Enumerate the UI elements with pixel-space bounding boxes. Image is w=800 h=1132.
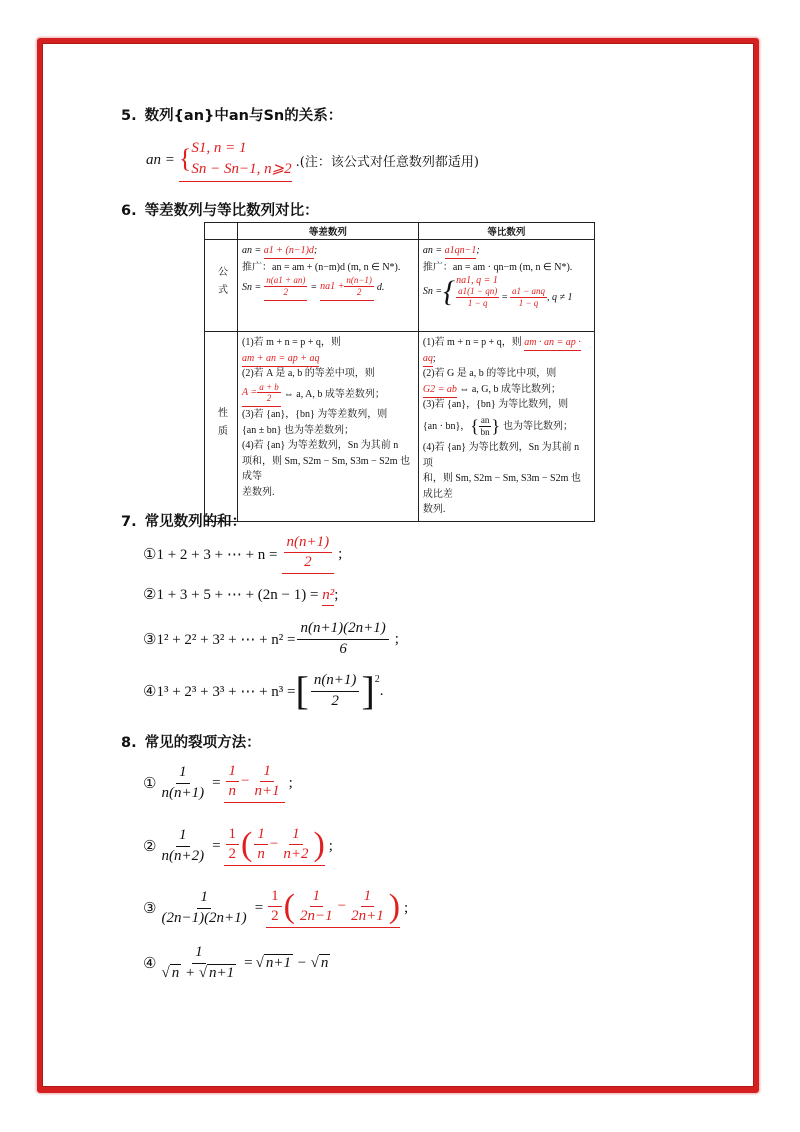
header-geometric: 等比数列 — [418, 223, 594, 240]
split-formula-4: ④ $\frac{1}{√ n + √ n+1}$ = √ n+1 − √ n — [143, 944, 329, 981]
split-formula-3: ③ $\frac{1}{(2n-1)(2n+1)}$ = $\frac{1}{2}$ ( $\frac{1}{2n-1}$ − $\frac{1}{2n+1}$ ) ; — [143, 883, 408, 933]
arith-properties-cell: (1)若 m + n = p + q，则 am + an = ap + aq (2)若 A 是 a, b 的等差中项，则 A = $\frac{a + b}{2}$ ⇔ a, A, b 成等差数列； (3)若 {an}，{bn} 为等差数列，则 {an ± bn} 也为等差数列； (4)若 {an} 为等差数列，Sn 为其前 n 项和，则 Sm, S2m − Sm, S3m − S2m 也成等 差数列. — [238, 332, 419, 522]
geo-formula-cell: an = a1qn−1; 推广：an = am · qn−m (m, n ∈ N*). Sn = { na1, q = 1 $\frac{a1(1 - qn)}{1 - q}$ = a1 − anq 1 − q , q ≠ 1 — [418, 240, 594, 332]
geo-properties-cell: (1)若 m + n = p + q，则 am · an = ap · aq; (2)若 G 是 a, b 的等比中项，则 G2 = ab ⇔ a, G, b 成等比数列； (3)若 {an}，{bn} 为等比数列，则 {an · bn}， { an bn } 也为等比数列； (4)若 {an} 为等比数列，Sn 为其前 n 项 和，则 Sm, S2m − Sm, S3m − S2m 也成比差 数列. — [418, 332, 594, 522]
section-6-heading: 6. 等差数列与等比数列对比： — [121, 203, 319, 219]
header-arithmetic: 等差数列 — [238, 223, 419, 240]
section-7-heading: 7. 常见数列的和： — [121, 514, 247, 530]
sum-formula-3: ③1² + 2² + 3² + ⋯ + n² = $\frac{n(n+1)(2n+1)}{6}$ ; — [143, 620, 399, 657]
arith-formula-cell: an = a1 + (n−1)d; 推广：an = am + (n−m)d (m, n ∈ N*). Sn = n(a1 + an) 2 = na1 + $\frac{n(n-1)}{2}$ d. — [238, 240, 419, 332]
comparison-table — [204, 222, 595, 522]
sum-formula-1: ①1 + 2 + 3 + ⋯ + n = $\frac{n(n+1)}{2}$ ; — [143, 534, 342, 574]
table-corner — [205, 223, 238, 240]
section-5-formula: an = { S1, n = 1 Sn − Sn−1, n⩾2 .(注：该公式对任意数列都适用) — [146, 137, 479, 183]
split-formula-1: ① $\frac{1}{n(n+1)}$ = $\frac{1}{n}$ − $\frac{1}{n+1}$ ; — [143, 760, 293, 806]
section-8-heading: 8. 常见的裂项方法： — [121, 735, 261, 751]
row-label-formula: 公式 — [205, 240, 238, 332]
sum-formula-4: ④1³ + 2³ + 3³ + ⋯ + n³ = [ $\frac{n(n+1)}{2}$ ] $^2$ . — [143, 668, 384, 713]
sum-formula-2: ②1 + 3 + 5 + ⋯ + (2n − 1) = n²; — [143, 585, 338, 604]
row-label-properties: 性质 — [205, 332, 238, 522]
section-5-heading: 5. 数列{an}中an与Sn的关系： — [121, 108, 343, 124]
split-formula-2: ② $\frac{1}{n(n+2)}$ = $\frac{1}{2}$ ( $\frac{1}{n}$ − $\frac{1}{n+2}$ ) ; — [143, 822, 333, 870]
